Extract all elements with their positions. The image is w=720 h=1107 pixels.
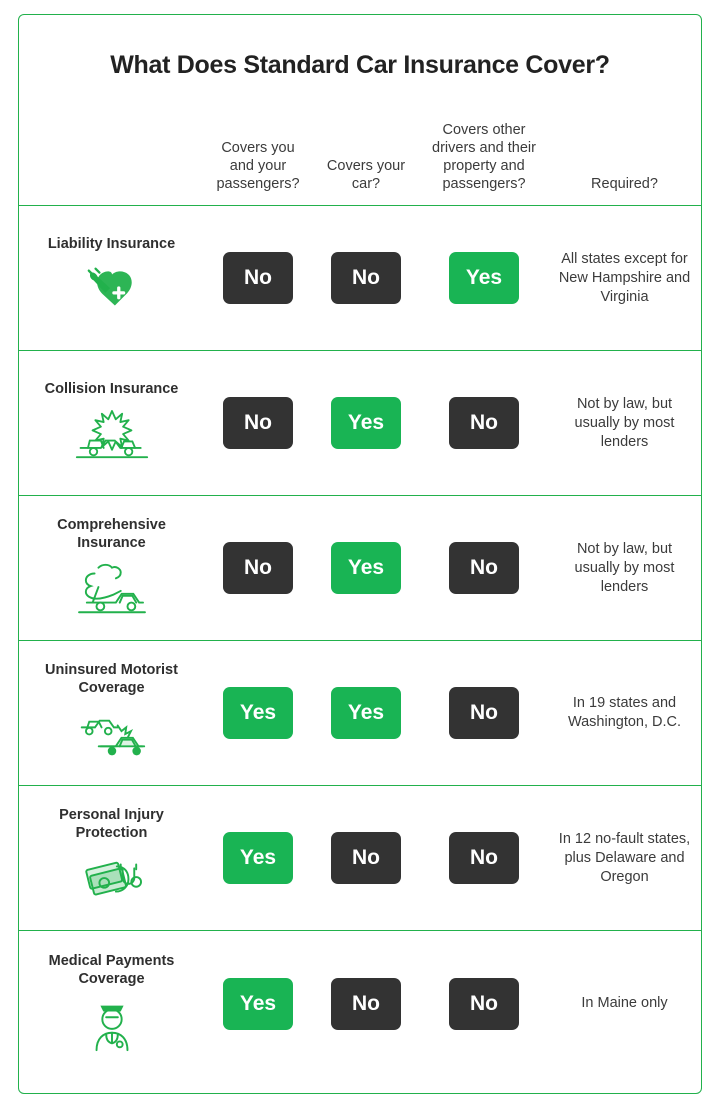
coverage-name: Collision Insurance <box>44 381 179 397</box>
coverage-name: Personal Injury Protection <box>59 807 164 841</box>
cell-covers-your-car <box>312 252 420 304</box>
row-label <box>19 952 204 1056</box>
header-covers-others: Covers other drivers and their property and passengers? <box>432 122 536 192</box>
shield-wrench-plus-icon <box>29 259 194 321</box>
page-title: What Does Standard Car Insurance Cover? <box>110 51 610 79</box>
table-row <box>19 351 701 496</box>
status-badge: No <box>449 687 519 739</box>
row-label <box>19 380 204 466</box>
cell-required: All states except for New Hampshire and Virginia <box>558 250 691 305</box>
table-header-row <box>19 94 701 206</box>
status-badge: Yes <box>331 542 401 594</box>
status-badge: No <box>449 832 519 884</box>
header-required: Required? <box>591 176 658 192</box>
status-badge: Yes <box>449 252 519 304</box>
status-badge: No <box>449 978 519 1030</box>
cell-required: Not by law, but usually by most lenders <box>574 395 675 450</box>
table-row <box>19 206 701 351</box>
cell-covers-your-car <box>312 397 420 449</box>
status-badge: Yes <box>331 397 401 449</box>
infographic-card <box>18 14 702 1094</box>
cell-covers-others <box>420 252 548 304</box>
row-label <box>19 235 204 321</box>
row-label <box>19 516 204 620</box>
cell-covers-you <box>204 252 312 304</box>
cell-required: In Maine only <box>581 995 668 1011</box>
cell-required: In 19 states and Washington, D.C. <box>567 695 682 730</box>
cell-covers-others <box>420 978 548 1030</box>
header-covers-your-car: Covers your car? <box>326 158 406 192</box>
money-stethoscope-icon <box>29 848 194 910</box>
row-label <box>19 806 204 910</box>
row-label <box>19 661 204 765</box>
two-cars-collision-icon <box>29 703 194 765</box>
status-badge: No <box>331 978 401 1030</box>
status-badge: No <box>223 252 293 304</box>
cell-required: In 12 no-fault states, plus Delaware and Oregon <box>558 830 691 885</box>
cell-covers-you <box>204 397 312 449</box>
car-crash-icon <box>29 404 194 466</box>
cell-covers-you <box>204 978 312 1030</box>
doctor-icon <box>29 994 194 1056</box>
status-badge: Yes <box>331 687 401 739</box>
cell-covers-your-car <box>312 687 420 739</box>
header-covers-you: Covers you and your passengers? <box>216 140 300 192</box>
status-badge: No <box>449 542 519 594</box>
cell-covers-you <box>204 542 312 594</box>
tree-falling-on-car-icon <box>29 558 194 620</box>
status-badge: No <box>223 397 293 449</box>
status-badge: No <box>331 252 401 304</box>
coverage-name: Liability Insurance <box>47 236 176 252</box>
table-row <box>19 496 701 641</box>
table-row <box>19 931 701 1076</box>
table-row <box>19 786 701 931</box>
status-badge: Yes <box>223 687 293 739</box>
coverage-name: Comprehensive Insurance <box>57 517 166 551</box>
status-badge: No <box>223 542 293 594</box>
cell-covers-others <box>420 687 548 739</box>
cell-covers-others <box>420 397 548 449</box>
cell-covers-you <box>204 832 312 884</box>
table-row <box>19 641 701 786</box>
status-badge: Yes <box>223 832 293 884</box>
cell-covers-you <box>204 687 312 739</box>
cell-covers-your-car <box>312 978 420 1030</box>
status-badge: No <box>331 832 401 884</box>
coverage-name: Medical Payments Coverage <box>48 952 175 987</box>
cell-covers-others <box>420 542 548 594</box>
status-badge: No <box>449 397 519 449</box>
cell-covers-your-car <box>312 832 420 884</box>
cell-covers-your-car <box>312 542 420 594</box>
cell-covers-others <box>420 832 548 884</box>
status-badge: Yes <box>223 978 293 1030</box>
cell-required: Not by law, but usually by most lenders <box>574 540 675 595</box>
coverage-name: Uninsured Motorist Coverage <box>45 662 178 696</box>
